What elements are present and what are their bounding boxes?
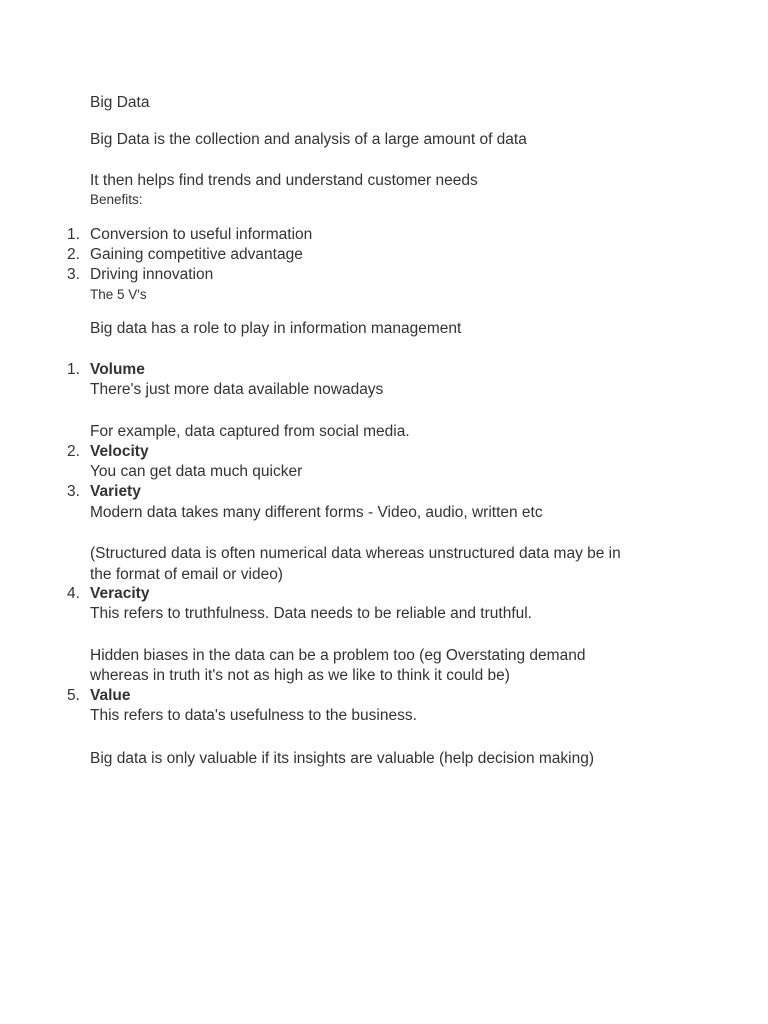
- benefit-item: Driving innovation: [90, 266, 214, 283]
- intro-line-1: Big Data is the collection and analysis of a large amount of data: [90, 131, 527, 148]
- benefit-item: Gaining competitive advantage: [90, 246, 303, 263]
- v-text: You can get data much quicker: [90, 463, 303, 480]
- benefits-label: Benefits:: [90, 192, 143, 207]
- v-number: 5.: [67, 687, 80, 704]
- v-number: 2.: [67, 443, 80, 460]
- five-vs-label: The 5 V's: [90, 287, 147, 302]
- intro-line-2: It then helps find trends and understand customer needs: [90, 172, 478, 189]
- v-text: Modern data takes many different forms - Video, audio, written etc: [90, 504, 543, 521]
- benefit-item: Conversion to useful information: [90, 226, 313, 243]
- v-number: 1.: [67, 361, 80, 378]
- doc-title: Big Data: [90, 94, 150, 111]
- benefit-number: 3.: [67, 266, 80, 283]
- v-heading: Veracity: [90, 585, 150, 602]
- v-text: For example, data captured from social media.: [90, 423, 410, 440]
- five-vs-intro: Big data has a role to play in information management: [90, 320, 462, 337]
- v-text: This refers to truthfulness. Data needs to be reliable and truthful.: [90, 605, 532, 622]
- v-text: the format of email or video): [90, 566, 283, 583]
- v-heading: Volume: [90, 361, 145, 378]
- v-heading: Variety: [90, 483, 141, 500]
- v-text: Big data is only valuable if its insights are valuable (help decision making): [90, 750, 595, 767]
- v-text: There's just more data available nowadays: [90, 381, 384, 398]
- benefit-number: 2.: [67, 246, 80, 263]
- v-number: 3.: [67, 483, 80, 500]
- v-heading: Value: [90, 687, 131, 704]
- v-heading: Velocity: [90, 443, 149, 460]
- v-text: (Structured data is often numerical data whereas unstructured data may be in: [90, 545, 621, 562]
- benefit-number: 1.: [67, 226, 80, 243]
- v-text: whereas in truth it's not as high as we like to think it could be): [90, 667, 510, 684]
- v-text: This refers to data's usefulness to the business.: [90, 707, 417, 724]
- v-number: 4.: [67, 585, 80, 602]
- v-text: Hidden biases in the data can be a problem too (eg Overstating demand: [90, 647, 586, 664]
